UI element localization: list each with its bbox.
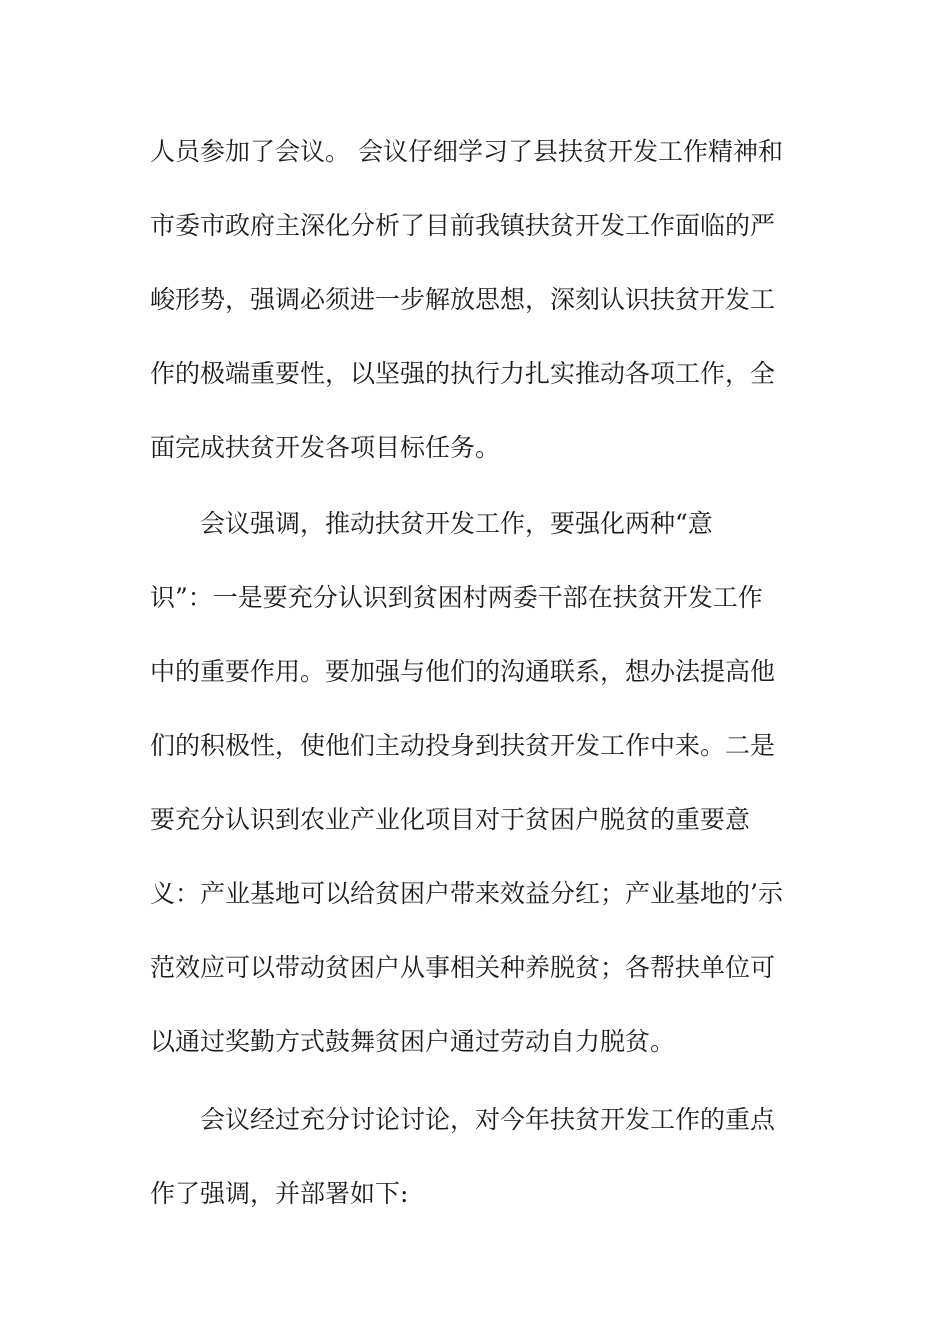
text-line: 要充分认识到农业产业化项目对于贫困户脱贫的重要意	[150, 805, 751, 834]
text-line: 范效应可以带动贫困户从事相关种养脱贫；各帮扶单位可	[150, 953, 776, 982]
text-line: 中的重要作用。要加强与他们的沟通联系，想办法提高他	[150, 657, 776, 686]
text-line: 人员参加了会议。 会议仔细学习了县扶贫开发工作精神和	[150, 137, 783, 166]
text-line: 们的积极性，使他们主动投身到扶贫开发工作中来。二是	[150, 731, 776, 760]
text-line: 识”：一是要充分认识到贫困村两委干部在扶贫开发工作	[150, 583, 763, 612]
paragraph-first-line: 会议强调，推动扶贫开发工作，要强化两种“意	[200, 509, 713, 538]
text-line: 义：产业基地可以给贫困户带来效益分红；产业基地的’示	[150, 879, 783, 908]
paragraph-first-line: 会议经过充分讨论讨论，对今年扶贫开发工作的重点	[200, 1105, 776, 1134]
text-line: 以通过奖勤方式鼓舞贫困户通过劳动自力脱贫。	[150, 1027, 676, 1056]
text-line: 作了强调，并部署如下:	[150, 1179, 409, 1208]
text-line: 作的极端重要性，以坚强的执行力扎实推动各项工作，全	[150, 359, 776, 388]
text-line: 峻形势，强调必须进一步解放思想，深刻认识扶贫开发工	[150, 285, 776, 314]
text-line: 面完成扶贫开发各项目标任务。	[150, 433, 501, 462]
text-line: 市委市政府主深化分析了目前我镇扶贫开发工作面临的严	[150, 211, 776, 240]
